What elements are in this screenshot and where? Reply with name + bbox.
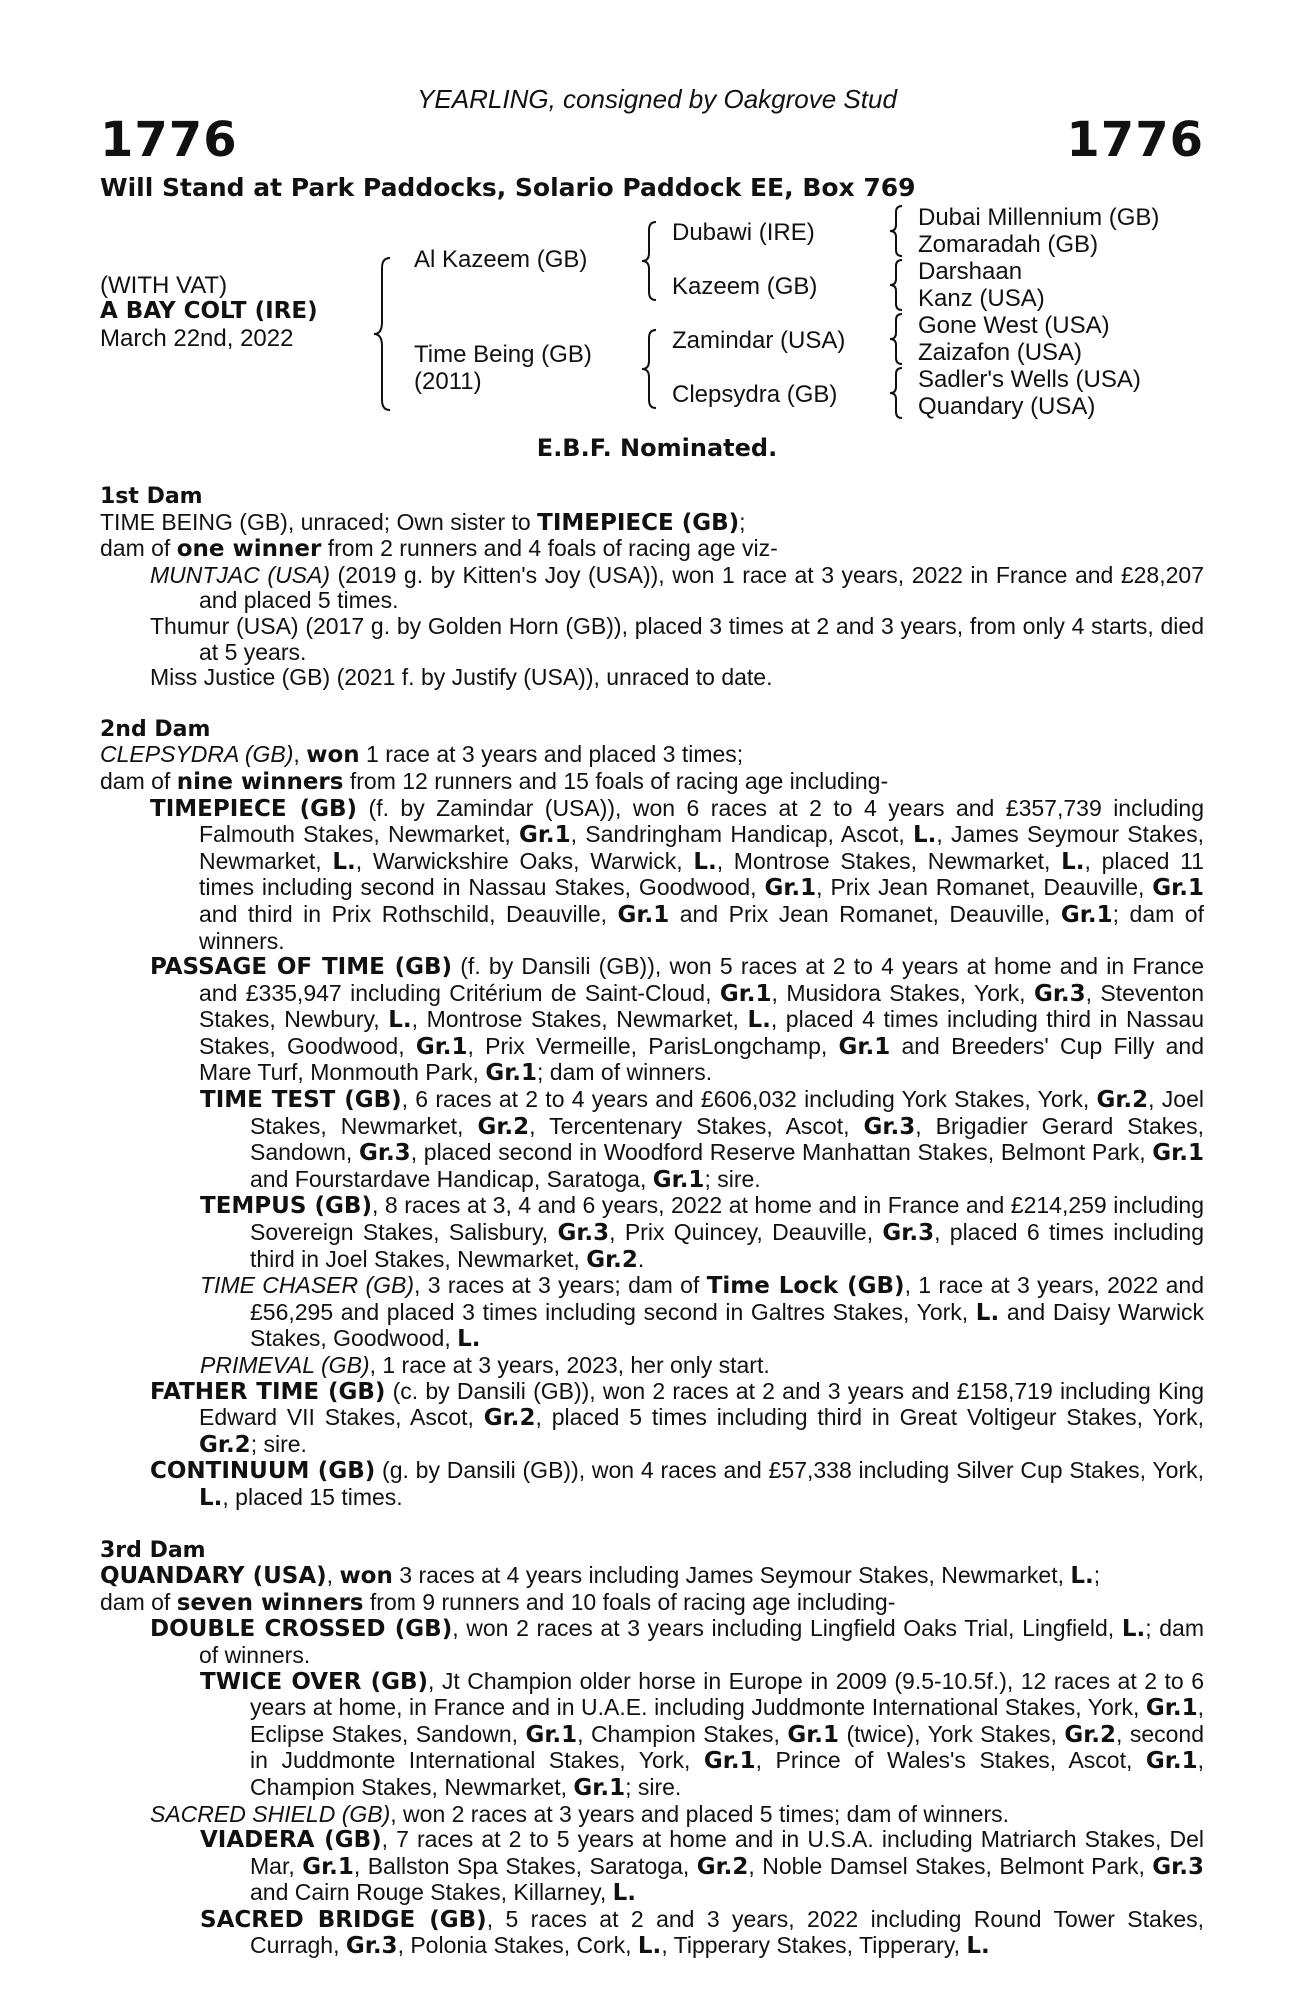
dam-name: Time Being (GB): [414, 341, 592, 368]
progeny-entry-sacred-shield: SACRED SHIELD (GB), won 2 races at 3 years and placed 5 times; dam of winners.: [150, 1800, 1010, 1827]
progeny-entry-primeval: PRIMEVAL (GB), 1 race at 3 years, 2023, her only start.: [200, 1352, 770, 1378]
foaling-date: March 22nd, 2022: [100, 325, 294, 352]
second-dam-produce-summary: dam of nine winners from 12 runners and 15 foals of racing age including-: [100, 767, 889, 795]
sire-sire: Dubawi (IRE): [672, 219, 815, 246]
gen3-7: Sadler's Wells (USA): [918, 366, 1141, 393]
third-dam-produce-summary: dam of seven winners from 9 runners and 10 foals of racing age including-: [100, 1588, 896, 1616]
dam-sire: Zamindar (USA): [672, 327, 846, 354]
progeny-entry-twice-over: TWICE OVER (GB), Jt Champion older horse in Europe in 2009 (9.5-10.5f.), 12 races at 2 to 6 years at home, in France and in U.A.E. including Juddmonte International Stakes, York, Gr.1, Eclipse Stakes, Sandown, Gr.1, Champion Stakes, Gr.1 (twice), York Stakes, Gr.2, second in Juddmonte International Stakes, York, Gr.1, Prince of Wales's Stakes, Ascot, Gr.1, Champion Stakes, Newmarket, Gr.1; sire.: [200, 1667, 1204, 1801]
progeny-entry-tempus: TEMPUS (GB), 8 races at 3, 4 and 6 years, 2022 at home and in France and £214,259 including Sovereign Stakes, Salisbury, Gr.3, Prix Quincey, Deauville, Gr.3, placed 6 times including third in Joel Stakes, Newmarket, Gr.2.: [200, 1192, 1205, 1273]
second-dam-summary: CLEPSYDRA (GB), won 1 race at 3 years and placed 3 times;: [100, 741, 744, 769]
lot-number-left: 1776: [100, 112, 238, 168]
vat-note: (WITH VAT): [100, 272, 228, 299]
progeny-entry-passage-of-time: PASSAGE OF TIME (GB) (f. by Dansili (GB)), won 5 races at 2 to 4 years at home and in France and £335,947 including Critérium de Saint-Cloud, Gr.1, Musidora Stakes, York, Gr.3, Steventon Stakes, Newbury, L., Montrose Stakes, Newmarket, L., placed 4 times including third in Nassau Stakes, Goodwood, Gr.1, Prix Vermeille, ParisLongchamp, Gr.1 and Breeders' Cup Filly and Mare Turf, Monmouth Park, Gr.1; dam of winners.: [150, 953, 1204, 1087]
gen3-3: Darshaan: [918, 258, 1023, 285]
bracket-g4: [888, 366, 904, 420]
dam-dam: Clepsydra (GB): [672, 381, 838, 408]
bracket-g1: [888, 204, 904, 258]
progeny-entry-continuum: CONTINUUM (GB) (g. by Dansili (GB)), won 4 races and £57,338 including Silver Cup Stakes, York, L., placed 15 times.: [150, 1457, 1204, 1511]
progeny-entry: Thumur (USA) (2017 g. by Golden Horn (GB)), placed 3 times at 2 and 3 years, from only 4 starts, died at 5 years.: [150, 612, 1204, 665]
bracket-g2: [888, 258, 904, 312]
bracket-sire: [640, 220, 658, 302]
sire-dam: Kazeem (GB): [672, 273, 818, 300]
progeny-entry: Miss Justice (GB) (2021 f. by Justify (USA)), unraced to date.: [150, 664, 773, 691]
bracket-g3: [888, 312, 904, 366]
third-dam-section: [100, 1538, 1204, 1961]
gen3-4: Kanz (USA): [918, 285, 1045, 312]
lot-name: A BAY COLT (IRE): [100, 298, 318, 324]
first-dam-heading: 1st Dam: [100, 484, 203, 509]
sire-name: Al Kazeem (GB): [414, 246, 588, 273]
gen3-5: Gone West (USA): [918, 312, 1110, 339]
gen3-8: Quandary (USA): [918, 393, 1096, 420]
bracket-main: [372, 256, 392, 412]
second-dam-section: [100, 717, 1204, 1512]
progeny-entry-timepiece: TIMEPIECE (GB) (f. by Zamindar (USA)), won 6 races at 2 to 4 years and £357,739 including Falmouth Stakes, Newmarket, Gr.1, Sandringham Handicap, Ascot, L., James Seymour Stakes, Newmarket, L., Warwickshire Oaks, Warwick, L., Montrose Stakes, Newmarket, L., placed 11 times including second in Nassau Stakes, Goodwood, Gr.1, Prix Jean Romanet, Deauville, Gr.1 and third in Prix Rothschild, Deauville, Gr.1 and Prix Jean Romanet, Deauville, Gr.1; dam of winners.: [150, 794, 1204, 954]
third-dam-heading: 3rd Dam: [100, 1537, 206, 1563]
progeny-entry-viadera: VIADERA (GB), 7 races at 2 to 5 years at home and in U.S.A. including Matriarch Stakes, Del Mar, Gr.1, Ballston Spa Stakes, Saratoga, Gr.2, Noble Damsel Stakes, Belmont Park, Gr.3 and Cairn Rouge Stakes, Killarney, L.: [200, 1826, 1204, 1907]
progeny-entry-time-chaser: TIME CHASER (GB), 3 races at 3 years; dam of Time Lock (GB), 1 race at 3 years, 2022 and £56,295 and placed 3 times including second in Galtres Stakes, York, L. and Daisy Warwick Stakes, Goodwood, L.: [200, 1272, 1204, 1353]
bracket-dam: [640, 328, 658, 410]
gen3-6: Zaizafon (USA): [918, 339, 1083, 366]
second-dam-heading: 2nd Dam: [100, 716, 211, 742]
stand-location: Will Stand at Park Paddocks, Solario Paddock EE, Box 769: [100, 173, 916, 202]
progeny-entry-sacred-bridge: SACRED BRIDGE (GB), 5 races at 2 and 3 years, 2022 including Round Tower Stakes, Curragh, Gr.3, Polonia Stakes, Cork, L., Tipperary Stakes, Tipperary, L.: [200, 1905, 1205, 1960]
progeny-entry: MUNTJAC (USA) (2019 g. by Kitten's Joy (USA)), won 1 race at 3 years, 2022 in France and £28,207 and placed 5 times.: [150, 561, 1204, 614]
first-dam-section: [100, 484, 1204, 691]
ebf-nomination: E.B.F. Nominated.: [536, 434, 778, 462]
gen3-2: Zomaradah (GB): [918, 231, 1099, 258]
progeny-entry-double-crossed: DOUBLE CROSSED (GB), won 2 races at 3 years including Lingfield Oaks Trial, Lingfield, L.; dam of winners.: [150, 1615, 1204, 1668]
first-dam-produce-summary: dam of one winner from 2 runners and 4 foals of racing age viz-: [100, 535, 778, 563]
lot-number-right: 1776: [1066, 112, 1204, 168]
third-dam-summary: QUANDARY (USA), won 3 races at 4 years including James Seymour Stakes, Newmarket, L.;: [100, 1562, 1101, 1590]
dam-year: (2011): [414, 368, 482, 395]
progeny-entry-time-test: TIME TEST (GB), 6 races at 2 to 4 years and £606,032 including York Stakes, York, Gr.2, Joel Stakes, Newmarket, Gr.2, Tercentenary Stakes, Ascot, Gr.3, Brigadier Gerard Stakes, Sandown, Gr.3, placed second in Woodford Reserve Manhattan Stakes, Belmont Park, Gr.1 and Fourstardave Handicap, Saratoga, Gr.1; sire.: [200, 1086, 1204, 1193]
consignment-line: YEARLING, consigned by Oakgrove Stud: [417, 84, 897, 114]
first-dam-summary: TIME BEING (GB), unraced; Own sister to TIMEPIECE (GB);: [100, 508, 746, 536]
progeny-entry-father-time: FATHER TIME (GB) (c. by Dansili (GB)), won 2 races at 2 and 3 years and £158,719 including King Edward VII Stakes, Ascot, Gr.2, placed 5 times including third in Great Voltigeur Stakes, York, Gr.2; sire.: [150, 1377, 1204, 1458]
gen3-1: Dubai Millennium (GB): [918, 204, 1160, 231]
dam-details: [100, 484, 1204, 1960]
